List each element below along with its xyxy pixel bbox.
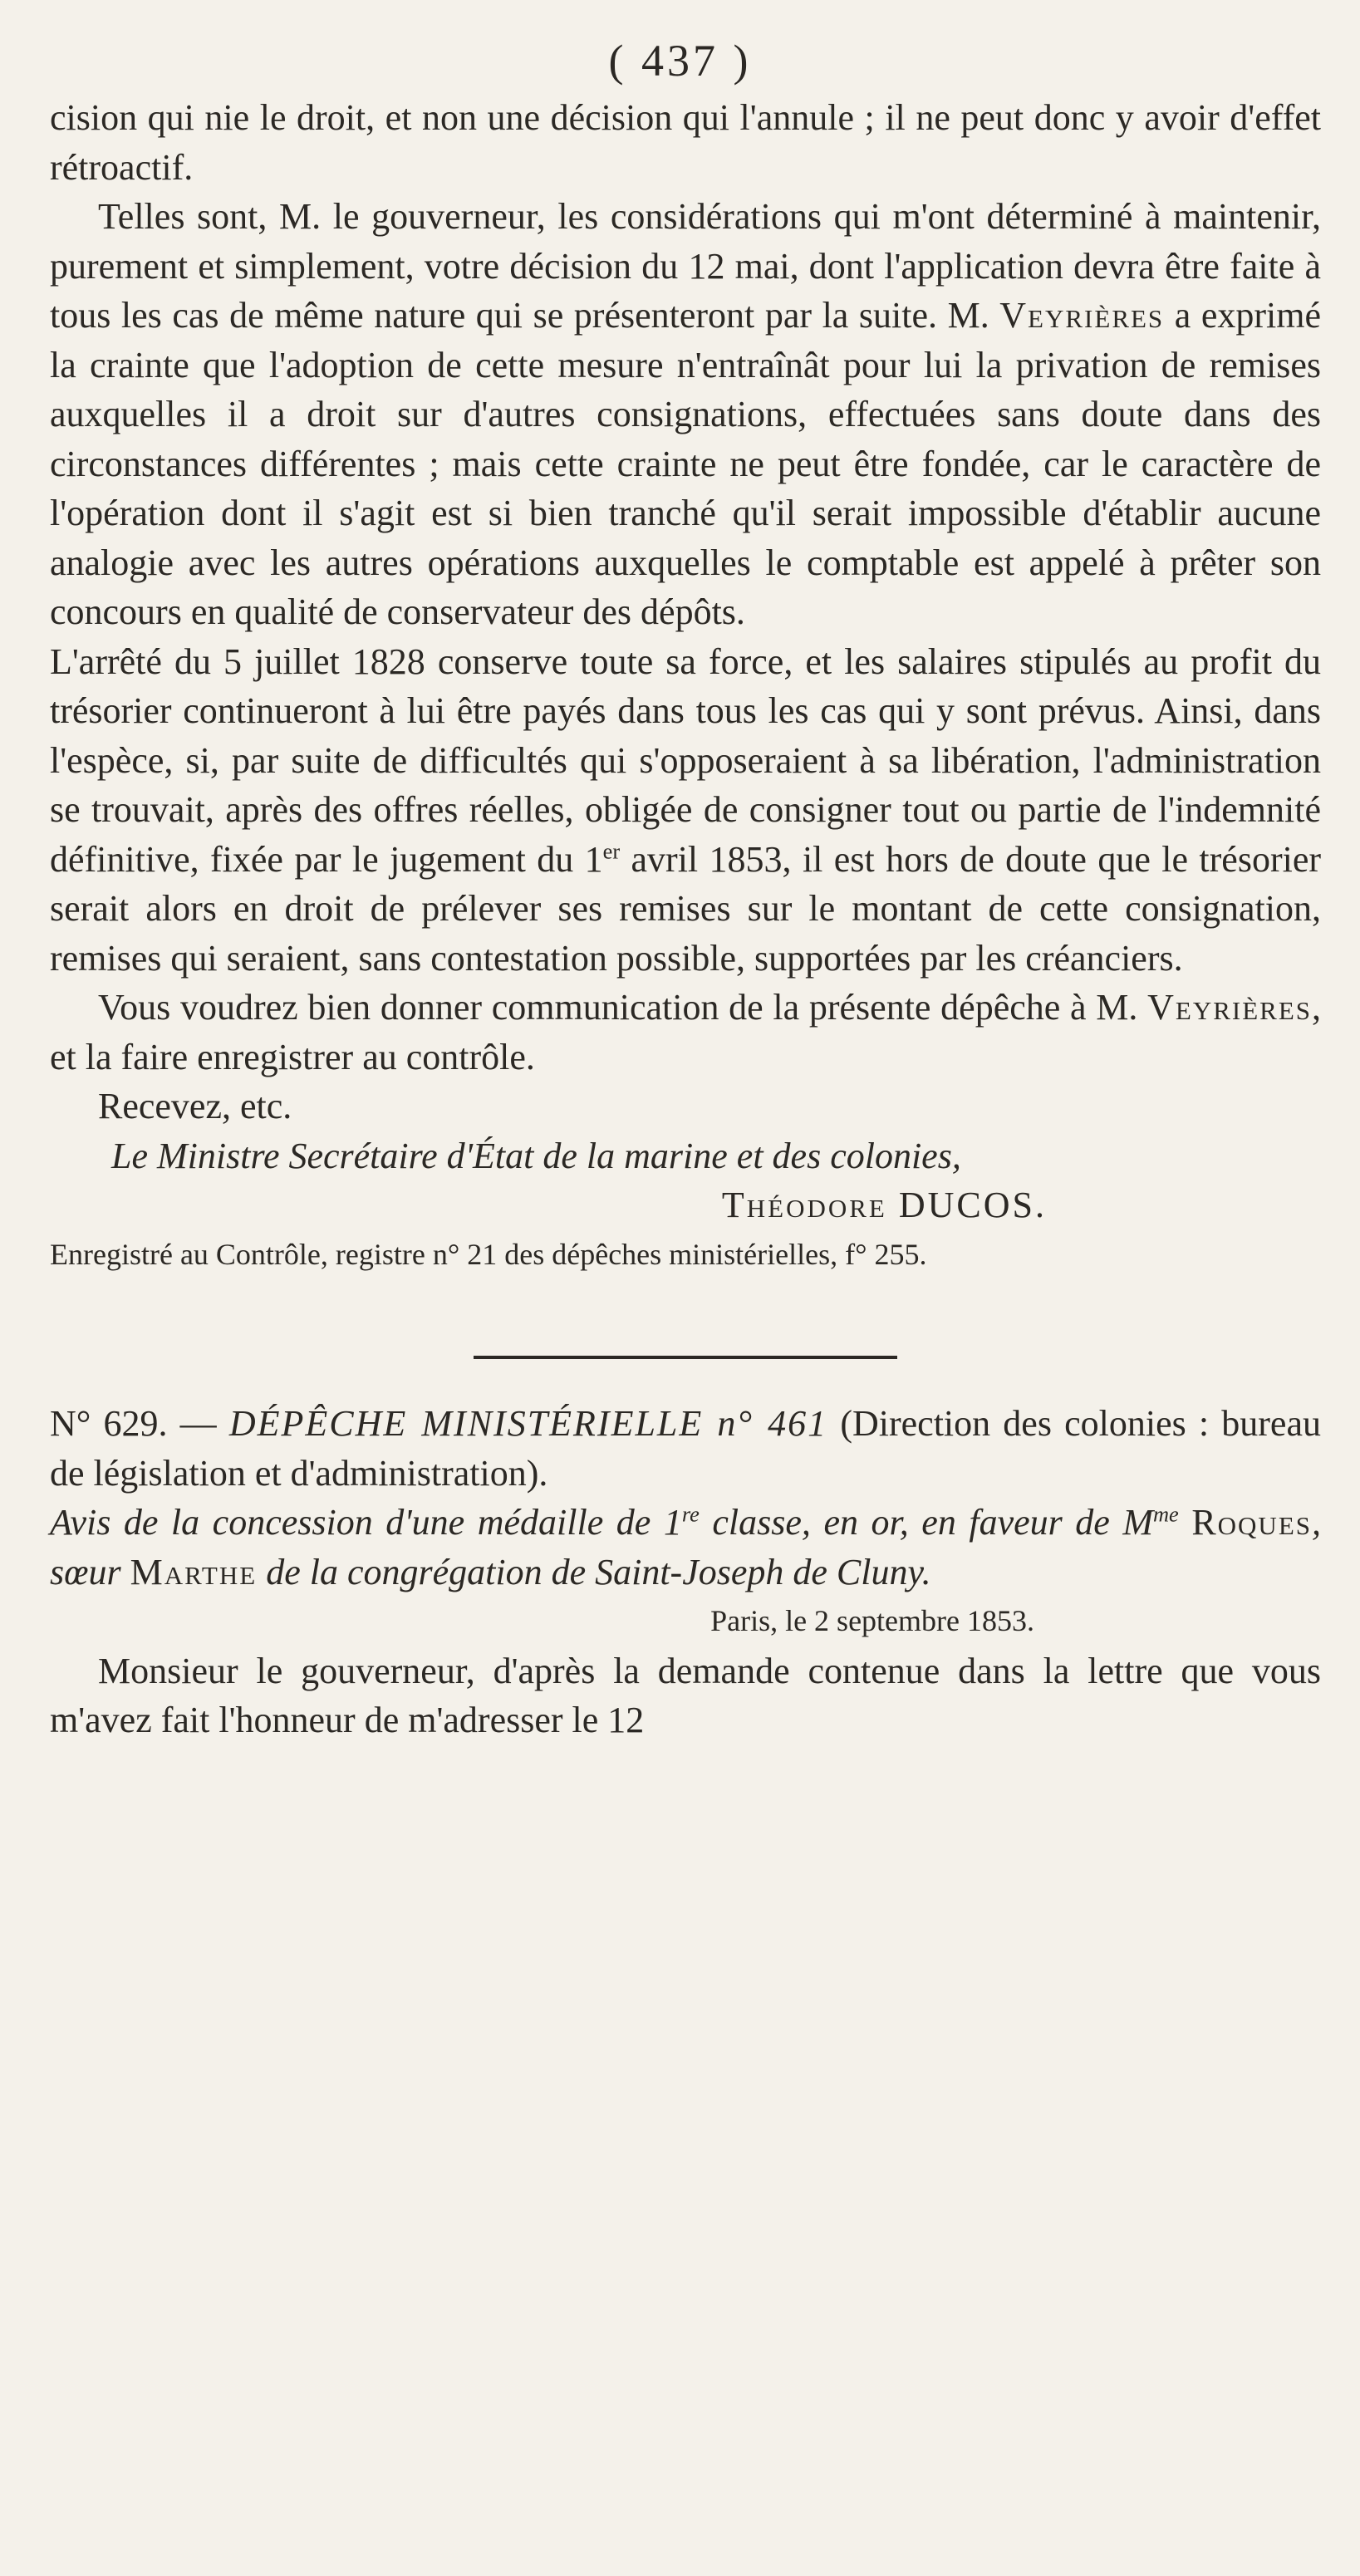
paragraph-text: , et la faire enregistrer au contrôle.	[50, 987, 1321, 1077]
superscript: er	[602, 837, 621, 863]
dispatch-title: DÉPÊCHE MINISTÉRIELLE	[228, 1403, 704, 1444]
person-name: Roques	[1191, 1502, 1312, 1543]
dispatch-subject	[50, 1502, 1321, 1592]
dispatch-title-number: n° 461	[703, 1403, 828, 1444]
dash: —	[167, 1403, 229, 1444]
signature-name: Théodore DUCOS.	[721, 1185, 1047, 1225]
section-divider	[474, 1356, 897, 1359]
superscript: re	[681, 1501, 700, 1527]
dispatch-number: N° 629.	[50, 1403, 168, 1444]
subject-text: Avis de la concession d'une médaille de 1	[50, 1502, 682, 1543]
closing-formula: Recevez, etc.	[98, 1086, 292, 1126]
paragraph-communication	[50, 983, 1321, 1082]
signature-title: Le Ministre Secrétaire d'État de la marine et des colonies,	[111, 1135, 961, 1176]
dateline: Paris, le 2 septembre 1853.	[710, 1604, 1034, 1637]
person-name: Veyrières	[999, 295, 1165, 336]
dispatch-heading	[50, 1399, 1321, 1597]
paragraph-text: Vous voudrez bien donner communication de la présente dépêche à M.	[98, 987, 1138, 1028]
registry-note: Enregistré au Contrôle, registre n° 21 des dépêches ministérielles, f° 255.	[50, 1237, 927, 1271]
paragraph-considerations	[50, 192, 1321, 637]
paragraph-continuation: cision qui nie le droit, et non une décision qui l'annule ; il ne peut donc y avoir d'effet rétroactif.	[50, 97, 1321, 188]
page-number: ( 437 )	[608, 36, 752, 86]
person-name: Marthe	[130, 1551, 258, 1592]
subject-text: de la congrégation de Saint-Joseph de Cluny.	[257, 1551, 931, 1592]
dispatch-direction: (Direction des colonies : bureau de législation et d'administration).	[50, 1403, 1321, 1494]
paragraph-text: a exprimé la crainte que l'adoption de cette mesure n'entraînât pour lui la privation de remises auxquelles il a droit sur d'autres consignations, effectuées sans doute dans des circonstances différentes ; mais cette crainte ne peut être fondée, car le caractère de l'opération dont il s'agit est si bien tranché qu'il serait impossible d'établir aucune analogie avec les autres opérations auxquelles le comptable est appelé à prêter son concours en qualité de conservateur des dépôts.	[50, 295, 1322, 632]
paragraph-arrete	[50, 637, 1321, 984]
dispatch-opening: Monsieur le gouverneur, d'après la demande contenue dans la lettre que vous m'avez fait l'honneur de m'adresser le 12	[50, 1650, 1321, 1740]
subject-text: , sœur	[50, 1502, 1321, 1592]
subject-text: classe, en or, en faveur de M	[699, 1502, 1153, 1543]
superscript: me	[1153, 1501, 1179, 1527]
person-name: Veyrières	[1147, 987, 1312, 1028]
page-body	[50, 93, 1321, 1745]
paragraph-text: Telles sont, M. le gouverneur, les considérations qui m'ont déterminé à maintenir, purement et simplement, votre décision du 12 mai, dont l'application devra être faite à tous les cas de même nature qui se présenteront par la suite. M.	[50, 196, 1321, 336]
paragraph-text: L'arrêté du 5 juillet 1828 conserve toute sa force, et les salaires stipulés au profit du trésorier continueront à lui être payés dans tous les cas qui y sont prévus. Ainsi, dans l'espèce, si, par suite de difficultés qui s'opposeraient à sa libération, l'administration se trouvait, après des offres réelles, obligée de consigner tout ou partie de l'indemnité définitive, fixée par le jugement du 1	[50, 640, 1321, 880]
paragraph-text: avril 1853, il est hors de doute que le trésorier serait alors en droit de prélever ses remises sur le montant de cette consignation, remises qui seraient, sans contestation possible, supportées par les créanciers.	[50, 838, 1321, 979]
